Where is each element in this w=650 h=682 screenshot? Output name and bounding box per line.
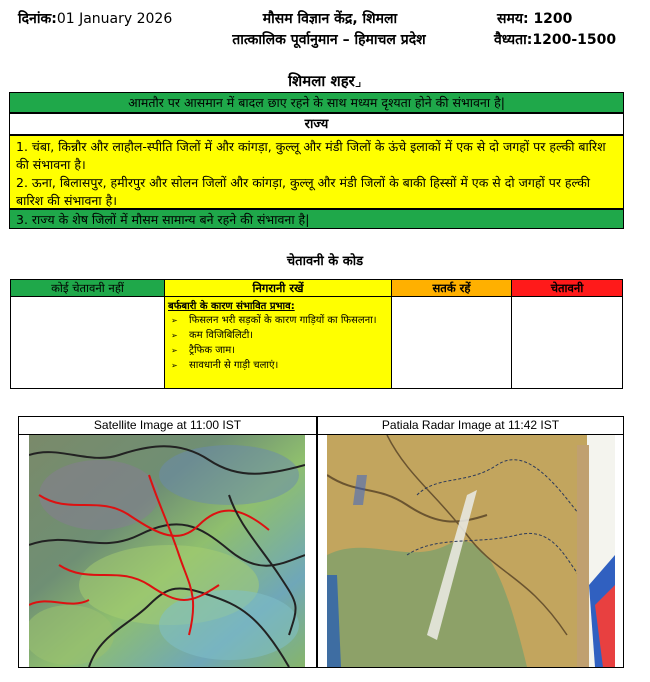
time-value: 1200	[533, 11, 573, 27]
watch-impacts-cell	[165, 297, 392, 389]
radar-panel	[317, 416, 624, 668]
code-watch: निगरानी रखें	[165, 280, 392, 297]
date-label: दिनांक:	[18, 11, 57, 27]
code-alert: सतर्क रहें	[392, 280, 512, 297]
satellite-image	[29, 435, 305, 667]
impact-title: बर्फबारी के कारण संभावित प्रभाव:	[168, 301, 295, 312]
impact-item: ➢ फिसलन भरी सड़कों के कारण गाड़ियों का फिसलना।	[189, 313, 391, 328]
warning-codes-table	[10, 279, 623, 389]
time	[497, 9, 572, 28]
time-label: समय:	[497, 11, 529, 27]
city-title: शिमला शहर⌟	[288, 72, 362, 90]
impact-list	[165, 313, 391, 373]
city-title-text: शिमला शहर	[288, 72, 355, 90]
forecast-title: तात्कालिक पूर्वानुमान – हिमाचल प्रदेश	[232, 32, 426, 48]
radar-image	[327, 435, 615, 667]
state-item-2: 2. ऊना, बिलासपुर, हमीरपुर और सोलन जिलों और कांगड़ा, कुल्लू और मंडी जिलों के बाकी हिस्सों में एक से दो जगहों पर हल्की बारिश की संभावना है।	[16, 175, 591, 208]
date-value: 01 January 2026	[56, 11, 173, 27]
impact-item: ➢ ट्रैफिक जाम।	[189, 343, 391, 358]
validity-label: वैध्यता:	[494, 32, 533, 48]
code-warning: चेतावनी	[512, 280, 623, 297]
state-item-1: 1. चंबा, किन्नौर और लाहौल-स्पीति जिलों में और कांगड़ा, कुल्लू और मंडी जिलों के ऊंचे इलाकों में एक से दो जगहों पर हल्की बारिश की संभावना है।	[16, 139, 606, 172]
satellite-panel	[18, 416, 317, 668]
state-forecast	[9, 135, 624, 209]
validity	[494, 30, 616, 49]
warning-cell	[512, 297, 623, 389]
org-title: मौसम विज्ञान केंद्र, शिमला	[262, 11, 398, 27]
city-forecast: आमतौर पर आसमान में बादल छाए रहने के साथ मध्यम दृश्यता होने की संभावना है|	[9, 92, 624, 113]
impact-item: ➢ कम विजिबिलिटी।	[189, 328, 391, 343]
validity-value: 1200-1500	[532, 32, 617, 48]
no-warning-cell	[11, 297, 165, 389]
alert-cell	[392, 297, 512, 389]
state-item-3: 3. राज्य के शेष जिलों में मौसम सामान्य बने रहने की संभावना है|	[9, 209, 624, 229]
radar-caption: Patiala Radar Image at 11:42 IST	[318, 417, 623, 435]
satellite-caption: Satellite Image at 11:00 IST	[19, 417, 316, 435]
date	[18, 9, 172, 28]
code-no-warning: कोई चेतावनी नहीं	[11, 280, 165, 297]
warning-codes-title: चेतावनी के कोड	[286, 254, 364, 269]
state-title: राज्य	[9, 113, 624, 135]
impact-item: ➢ सावधानी से गाड़ी चलाएं।	[189, 358, 391, 373]
